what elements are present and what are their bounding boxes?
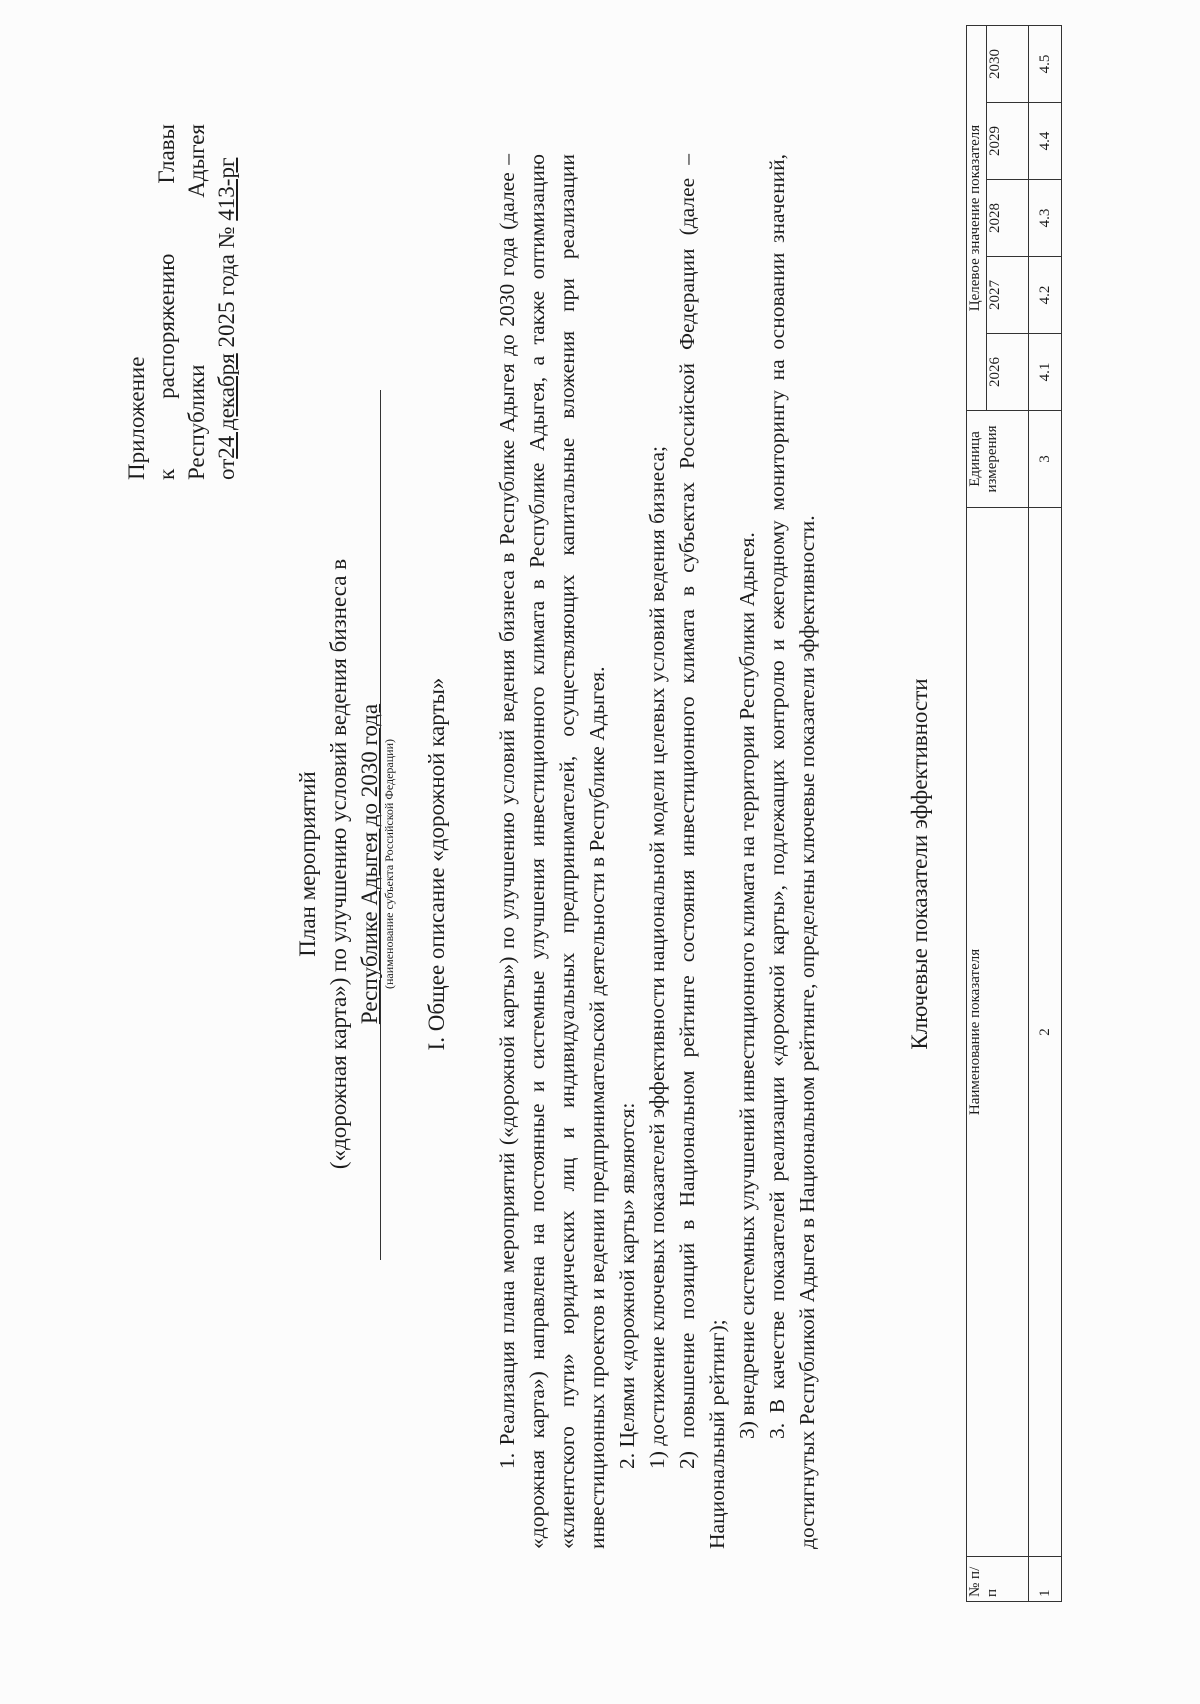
section-heading: I. Общее описание «дорожной карты» (424, 677, 449, 1051)
appendix-line-1: Приложение (124, 356, 149, 480)
cell-number: 1 (1029, 1557, 1062, 1602)
header-year: 2028 (987, 180, 1029, 257)
cell-value: 4.2 (1029, 257, 1062, 334)
goal-1: 1) достижение ключевых показателей эффективности национальной модели целевых условий ведения бизнеса; (645, 446, 669, 1469)
document-title: План мероприятий («дорожная карта») по улучшению условий ведения бизнеса в Республике Адыгея до 2030 года (295, 558, 382, 1170)
header-unit: Единица измерения (967, 411, 1029, 508)
paragraph-3: 3. В качестве показателей реализации «дорожной карты», подлежащих контролю и ежегодному мониторингу на основании значений, достигнутых Республикой Адыгея в Национальном рейтинге, определены ключевые показатели эффективности. (765, 154, 819, 1549)
goal-3: 3) внедрение системных улучшений инвестиционного климата на территории Республики Адыгея. (735, 532, 759, 1439)
body-text (492, 154, 822, 1549)
cell-unit: 3 (1029, 411, 1062, 508)
cell-value: 4.3 (1029, 180, 1062, 257)
title-underline-rule (380, 390, 381, 1260)
paragraph-2: 2. Целями «дорожной карты» являются: (615, 1102, 639, 1469)
header-number: № п/п (967, 1557, 1029, 1602)
header-year: 2029 (987, 103, 1029, 180)
appendix-line-2: к распоряжению Главы (154, 124, 179, 480)
header-indicator-name: Наименование показателя (967, 508, 1029, 1557)
title-hint: (наименование субъекта Российской Федерации) (382, 738, 396, 990)
paragraph-1: 1. Реализация плана мероприятий («дорожной карты») по улучшению условий ведения бизнеса в Республике Адыгея до 2030 года (далее – «дорожная карта») направлена на постоянные и системные улучшения инвестиционного климата в Республике Адыгея, а также оптимизацию «клиентского пути» юридических лиц и индивидуальных предпринимателей, осуществляющих капитальные вложения при реализации инвестиционных проектов и ведении предпринимательской деятельности в Республике Адыгея. (495, 154, 609, 1549)
appendix-header (122, 124, 242, 480)
kpi-heading: Ключевые показатели эффективности (907, 678, 932, 1050)
cell-value: 4.4 (1029, 103, 1062, 180)
appendix-line-3: Республики Адыгея (184, 124, 209, 480)
header-year: 2027 (987, 257, 1029, 334)
cell-value: 4.1 (1029, 334, 1062, 411)
header-year: 2030 (987, 26, 1029, 103)
order-date: 24 декабря (214, 353, 239, 459)
table-row (1029, 26, 1062, 1602)
header-year: 2026 (987, 334, 1029, 411)
order-number: 413-рг (214, 157, 239, 221)
cell-value: 4.5 (1029, 26, 1062, 103)
appendix-date-line: от24 декабря 2025 года № 413-рг (214, 157, 239, 480)
cell-name: 2 (1029, 508, 1062, 1557)
header-target-value: Целевое значение показателя (967, 26, 987, 411)
kpi-table (966, 25, 1062, 1602)
goal-2: 2) повышение позиций в Национальном рейтинге состояния инвестиционного климата в субъектах Российской Федерации (далее – Национальный рейтинг); (675, 154, 729, 1549)
